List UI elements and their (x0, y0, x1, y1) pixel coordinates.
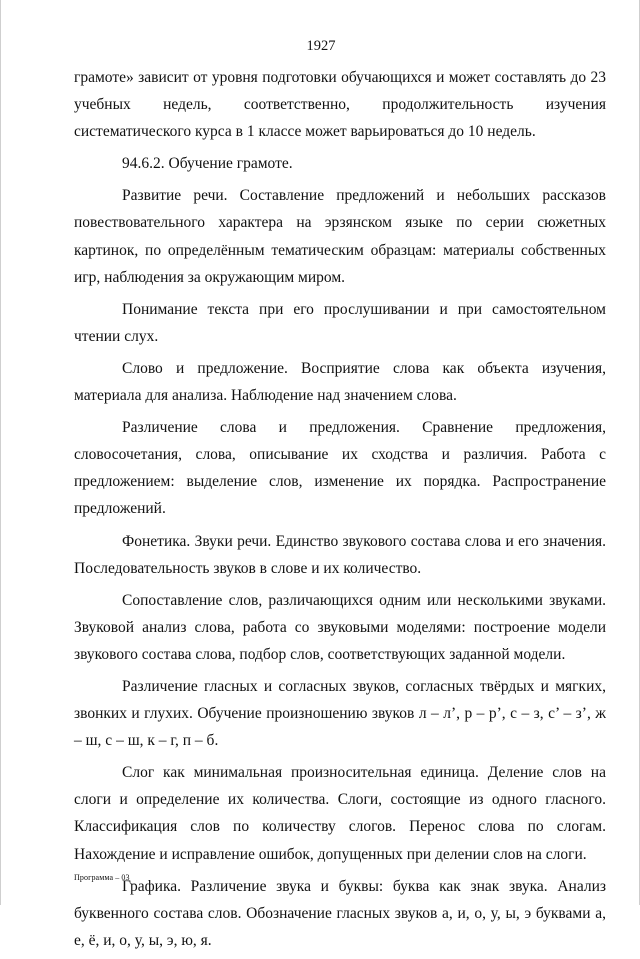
paragraph-word-and-sentence: Слово и предложение. Восприятие слова как объекта изучения, материала для анализа. Наблюдение над значением слова. (74, 359, 606, 405)
paragraph-syllables: Слог как минимальная произносительная единица. Деление слов на слоги и определение их количества. Слоги, состоящие из одного гласного. Классификация слов по количеству слогов. Перенос слова по слогам. Нахождение и исправление ошибок, допущенных при делении слов на слоги. (74, 764, 606, 863)
footer-label: Программа – 03 (74, 873, 130, 882)
paragraph-text-comprehension: Понимание текста при его прослушивании и при самостоятельном чтении слух. (74, 300, 606, 345)
paragraph-phonetics: Фонетика. Звуки речи. Единство звукового состава слова и его значения. Последовательность звуков в слове и их количество. (74, 532, 606, 577)
paragraph-word-comparison: Сопоставление слов, различающихся одним или несколькими звуками. Звуковой анализ слова, работа со звуковыми моделями: построение модели звукового состава слова, подбор слов, соответствующих заданной модели. (74, 591, 606, 663)
paragraph-graphics: Графика. Различение звука и буквы: буква как знак звука. Анализ буквенного состава слов. Обозначение гласных звуков а, и, о, у, ы, э буквами а, е, ё, и, о, у, ы, э, ю, я. (74, 877, 606, 949)
paragraph-continuation: грамоте» зависит от уровня подготовки обучающихся и может составлять до 23 учебных недель, соответственно, продолжительность изучения систематического курса в 1 классе может варьироваться до 10 недель. (74, 69, 606, 141)
paragraph-word-sentence-distinction: Различение слова и предложения. Сравнение предложения, словосочетания, слова, описывание их сходства и различия. Работа с предложением: выделение слов, изменение их порядка. Распространение предложений. (74, 419, 606, 518)
page-number: 1927 (306, 38, 336, 54)
paragraph-vowels-consonants: Различение гласных и согласных звуков, согласных твёрдых и мягких, звонких и глухих. Обучение произношению звуков л – л’, р – р’, с – з, с’ – з’, ж – ш, с – ш, к – г, п – б. (74, 677, 606, 750)
section-heading: 94.6.2. Обучение грамоте. (122, 155, 293, 173)
document-body (74, 64, 606, 959)
paragraph-speech-development: Развитие речи. Составление предложений и небольших рассказов повествовательного характера на эрзянском языке по серии сюжетных картинок, по определённым тематическим образцам: материалы собственных игр, наблюдения за окружающим миром. (74, 187, 606, 286)
